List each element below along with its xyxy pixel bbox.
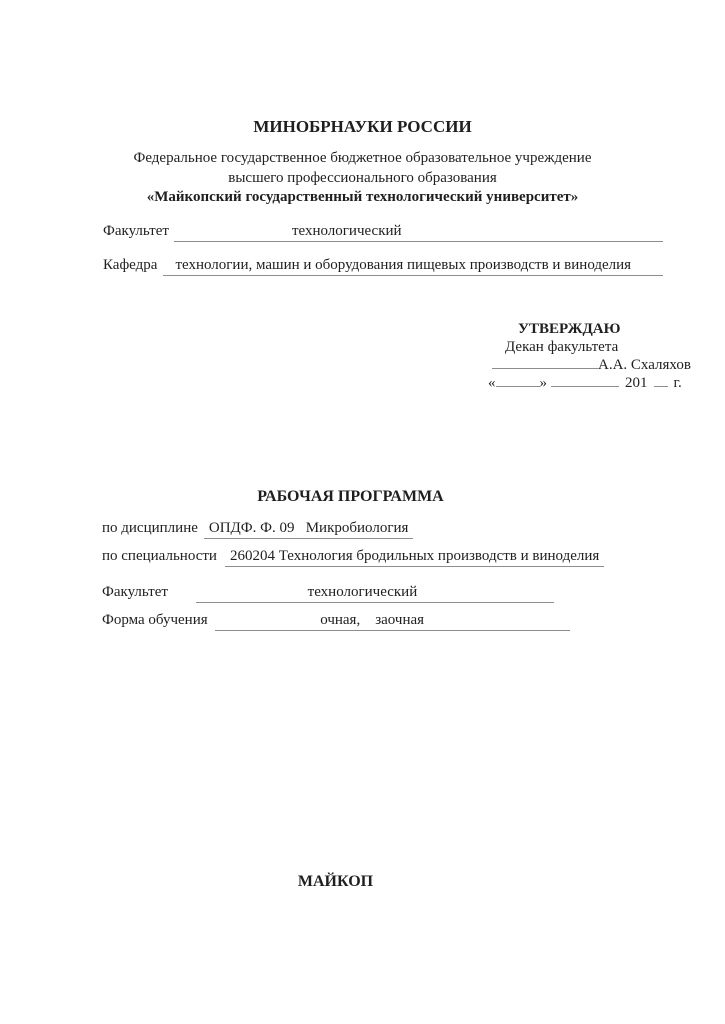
date-day-blank (496, 374, 540, 387)
date-quote-open: « (488, 375, 496, 391)
organization-block (5, 149, 720, 208)
date-year-blank (654, 374, 668, 387)
department-label: Кафедра (103, 257, 158, 273)
city-name: МАЙКОП (297, 873, 374, 890)
signature-blank (492, 356, 598, 369)
program-faculty-underline-field: технологический (196, 583, 554, 603)
faculty-underline-field (174, 222, 663, 242)
specialty-label: по специальности (102, 548, 217, 564)
study-form-row (102, 611, 663, 631)
department-value: технологии, машин и оборудования пищевых производств и виноделия (175, 257, 632, 273)
specialty-row (102, 547, 663, 567)
dean-name: А.А. Схаляхов (598, 357, 691, 373)
program-title: РАБОЧАЯ ПРОГРАММА (257, 488, 444, 505)
discipline-underline-field: ОПДФ. Ф. 09 Микробиология (204, 519, 414, 539)
discipline-row (102, 519, 663, 539)
date-quote-close: » (539, 375, 547, 391)
approve-heading: УТВЕРЖДАЮ (518, 321, 621, 337)
organization-line-2: высшего профессионального образования (228, 169, 497, 186)
program-details (102, 519, 663, 631)
date-year-prefix: 201 (625, 375, 648, 391)
department-row (103, 256, 663, 276)
approval-block (486, 320, 711, 392)
department-underline-field (163, 256, 663, 276)
dean-title: Декан факультета (505, 339, 619, 355)
date-year-suffix: г. (673, 375, 682, 391)
study-form-label: Форма обучения (102, 612, 208, 628)
signature-line (492, 356, 711, 374)
date-month-blank (551, 374, 619, 387)
faculty-value: технологический (291, 223, 402, 239)
date-line (488, 374, 711, 392)
ministry-title: МИНОБРНАУКИ РОССИИ (253, 117, 472, 136)
specialty-underline-field: 260204 Технология бродильных производств и виноделия (225, 547, 604, 567)
study-form-underline-field: очная, заочная (215, 611, 570, 631)
program-faculty-label: Факультет (102, 584, 168, 600)
discipline-label: по дисциплине (102, 520, 198, 536)
university-name: «Майкопский государственный технологический университет» (146, 189, 579, 205)
faculty-label: Факультет (103, 223, 169, 239)
organization-line-1: Федеральное государственное бюджетное образовательное учреждение (133, 150, 592, 166)
faculty-row (103, 222, 663, 242)
program-faculty-row (102, 583, 663, 603)
